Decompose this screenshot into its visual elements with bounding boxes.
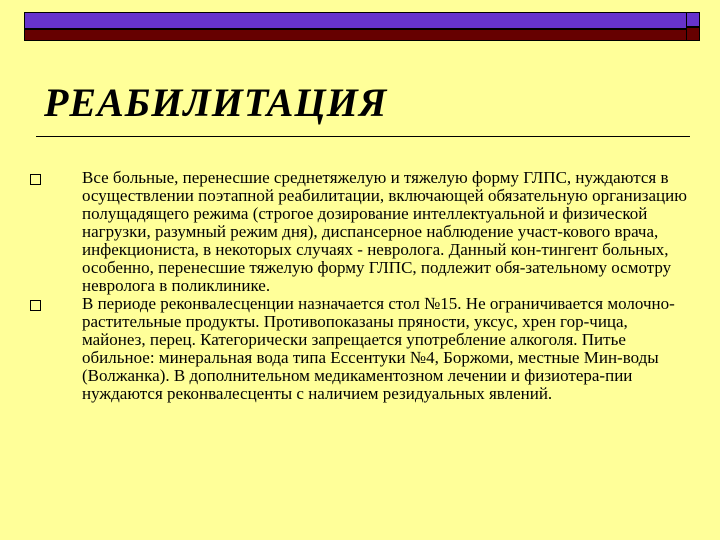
header-corner-block-bottom (686, 27, 700, 41)
bullet-item (30, 295, 690, 403)
bullet-text: Все больные, перенесшие среднетяжелую и тяжелую форму ГЛПС, нуждаются в осуществлении поэтапной реабилитации, включающей обязательную организацию полущадящего режима (строгое дозирование интеллектуальной и физической нагрузки, разумный режим дня), диспансерное наблюдение участ-кового врача, инфекциониста, в некоторых случаях - невролога. Данный кон-тингент больных, особенно, перенесшие тяжелую форму ГЛПС, подлежит обя-зательному осмотру невролога в поликлинике. (82, 168, 687, 295)
header-corner-block-top (686, 12, 700, 27)
slide-title: РЕАБИЛИТАЦИЯ (44, 80, 388, 125)
bullet-text: В периоде реконвалесценции назначается стол №15. Не ограничивается молочно-растительные продукты. Противопоказаны пряности, уксус, хрен гор-чица, майонез, перец. Категорически запрещается употребление алкоголя. Питье обильное: минеральная вода типа Ессентуки №4, Боржоми, местные Мин-воды (Волжанка). В дополнительном медикаментозном лечении и физиотера-пии нуждаются реконвалесценты с наличием резидуальных явлений. (82, 294, 675, 403)
square-bullet-icon (30, 174, 41, 185)
header-decor-bar (24, 12, 688, 29)
header-decor-bar-shadow (24, 29, 688, 41)
title-divider (36, 136, 690, 137)
square-bullet-icon (30, 300, 41, 311)
bullet-list (30, 169, 690, 403)
bullet-item (30, 169, 690, 295)
